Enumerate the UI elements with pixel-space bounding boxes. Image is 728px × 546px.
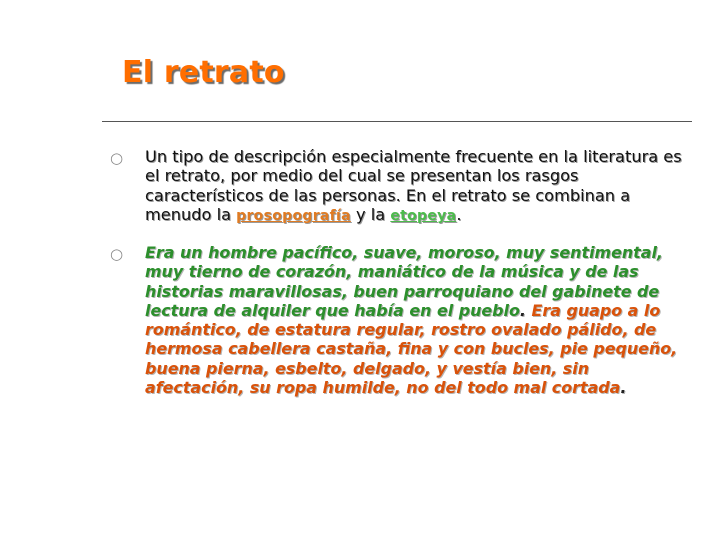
bullet-text — [145, 147, 690, 227]
etopeya-link[interactable]: etopeya — [390, 208, 457, 225]
quote-separator: . — [519, 300, 532, 320]
slide-title: El retrato — [122, 55, 285, 90]
hollow-circle-bullet-icon: ○ — [110, 149, 124, 167]
quote-text — [145, 243, 690, 397]
hollow-circle-bullet-icon: ○ — [110, 245, 124, 263]
prosopografia-quote: Era guapo a lo romántico, de estatura regular, rostro ovalado pálido, de hermosa cabellera castaña, fina y con bucles, pie pequeño, buena pierna, esbelto, delgado, y vestía bien, sin afectación, su ropa humilde, no del todo mal cortada — [145, 300, 678, 398]
quote-period: . — [620, 378, 627, 398]
period-text: . — [456, 205, 462, 225]
title-divider — [102, 121, 692, 122]
definition-text: Un tipo de descripción especialmente frecuente en la literatura es el retrato, por medio del cual se presentan los rasgos característicos de las personas. En el retrato se combinan a menudo la — [145, 147, 682, 225]
prosopografia-link[interactable]: prosopografía — [236, 208, 351, 225]
etopeya-quote: Era un hombre pacífico, suave, moroso, muy sentimental, muy tierno de corazón, maniático de la música y de las historias maravillosas, buen parroquiano del gabinete de lectura de alquiler que había en el pueblo — [145, 243, 663, 320]
conjunction-text: y la — [350, 205, 391, 225]
